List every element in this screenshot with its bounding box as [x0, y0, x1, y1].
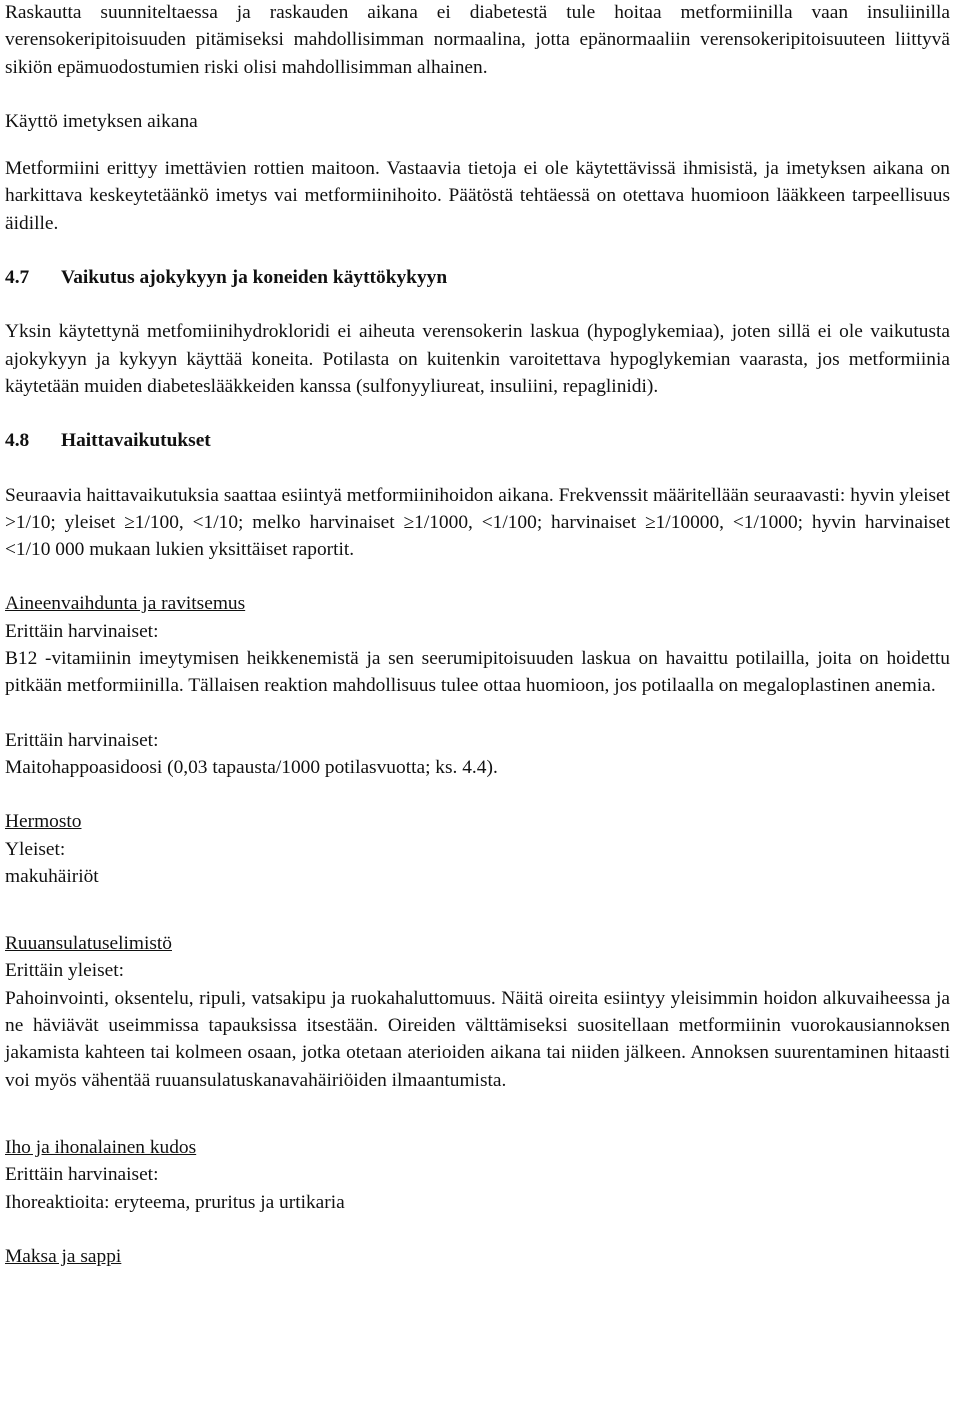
nervous-text: makuhäiriöt — [5, 865, 99, 887]
metabolism-heading: Aineenvaihdunta ja ravitsemus — [5, 593, 246, 615]
document-page — [5, 0, 950, 1270]
section-4-8-intro: Seuraavia haittavaikutuksia saattaa esiintyä metformiinihoidon aikana. Frekvenssit määritellään seuraavasti: hyvin yleiset >1/10; yleiset ≥1/100, <1/10; melko harvinaiset ≥1/1000, <1/100; harvinaiset ≥1/10000, <1/1000; hyvin harvinaiset <1/10 000 mukaan lukien yksittäiset raportit. — [5, 484, 950, 561]
frequency-label: Erittäin harvinaiset: — [5, 729, 159, 751]
frequency-label: Erittäin yleiset: — [5, 960, 125, 982]
gastro-text: Pahoinvointi, oksentelu, ripuli, vatsakipu ja ruokahaluttomuus. Näitä oireita esiintyy yleisimmin hoidon alkuvaiheessa ja ne häviävät useimmissa tapauksissa itsestään. Oireiden välttämiseksi suositellaan metformiinin vuorokausiannoksen jakamista kahteen tai kolmeen osaan, jotka otetaan aterioiden aikana tai niiden jälkeen. Annoksen suurentaminen hitaasti voi myös vähentää ruuansulatuskanavahäiriöiden ilmaantumista. — [5, 987, 950, 1091]
skin-heading: Iho ja ihonalainen kudos — [5, 1136, 197, 1158]
lactation-heading: Käyttö imetyksen aikana — [5, 110, 198, 132]
frequency-label: Yleiset: — [5, 838, 66, 860]
skin-text: Ihoreaktioita: eryteema, pruritus ja urtikaria — [5, 1191, 345, 1213]
section-number: 4.8 — [5, 430, 30, 452]
section-number: 4.7 — [5, 267, 30, 289]
nervous-heading: Hermosto — [5, 811, 82, 833]
metabolism-text-2: Maitohappoasidoosi (0,03 tapausta/1000 potilasvuotta; ks. 4.4). — [5, 756, 498, 778]
liver-heading: Maksa ja sappi — [5, 1245, 122, 1267]
metabolism-text-1: B12 -vitamiinin imeytymisen heikkenemistä ja sen seerumipitoisuuden laskua on havaittu potilailla, joita on hoidettu pitkään metformiinilla. Tällaisen reaktion mahdollisuus tulee ottaa huomioon, jos potilaalla on megaloplastinen anemia. — [5, 648, 950, 697]
section-title: Vaikutus ajokykyyn ja koneiden käyttökykyyn — [61, 267, 448, 289]
section-4-8-heading — [5, 427, 950, 454]
section-4-7-text: Yksin käytettynä metfomiinihydrokloridi ei aiheuta verensokerin laskua (hypoglykemiaa), joten sillä ei ole vaikutusta ajokykyyn ja kykyyn käyttää koneita. Potilasta on kuitenkin varoitettava hypoglykemian vaarasta, jos metformiinia käytetään muiden diabeteslääkkeiden kanssa (sulfonyyliureat, insuliini, repaglinidi). — [5, 321, 950, 397]
section-4-7-heading — [5, 264, 950, 291]
lactation-paragraph: Metformiini erittyy imettävien rottien maitoon. Vastaavia tietoja ei ole käytettävissä ihmisistä, ja imetyksen aikana on harkittava keskeytetäänkö imetys vai metformiinihoito. Päätöstä tehtäessä on otettava huomioon lääkkeen tarpeellisuus äidille. — [5, 158, 950, 234]
frequency-label: Erittäin harvinaiset: — [5, 1164, 159, 1186]
frequency-label: Erittäin harvinaiset: — [5, 620, 159, 642]
section-title: Haittavaikutukset — [61, 430, 211, 452]
pregnancy-paragraph: Raskautta suunniteltaessa ja raskauden aikana ei diabetestä tule hoitaa metformiinilla vaan insuliinilla verensokeripitoisuuden pitämiseksi mahdollisimman normaalina, jotta epänormaaliin verensokeripitoisuuteen liittyvä sikiön epämuodostumien riski olisi mahdollisimman alhainen. — [5, 2, 950, 78]
gastro-heading: Ruuansulatuselimistö — [5, 933, 172, 955]
